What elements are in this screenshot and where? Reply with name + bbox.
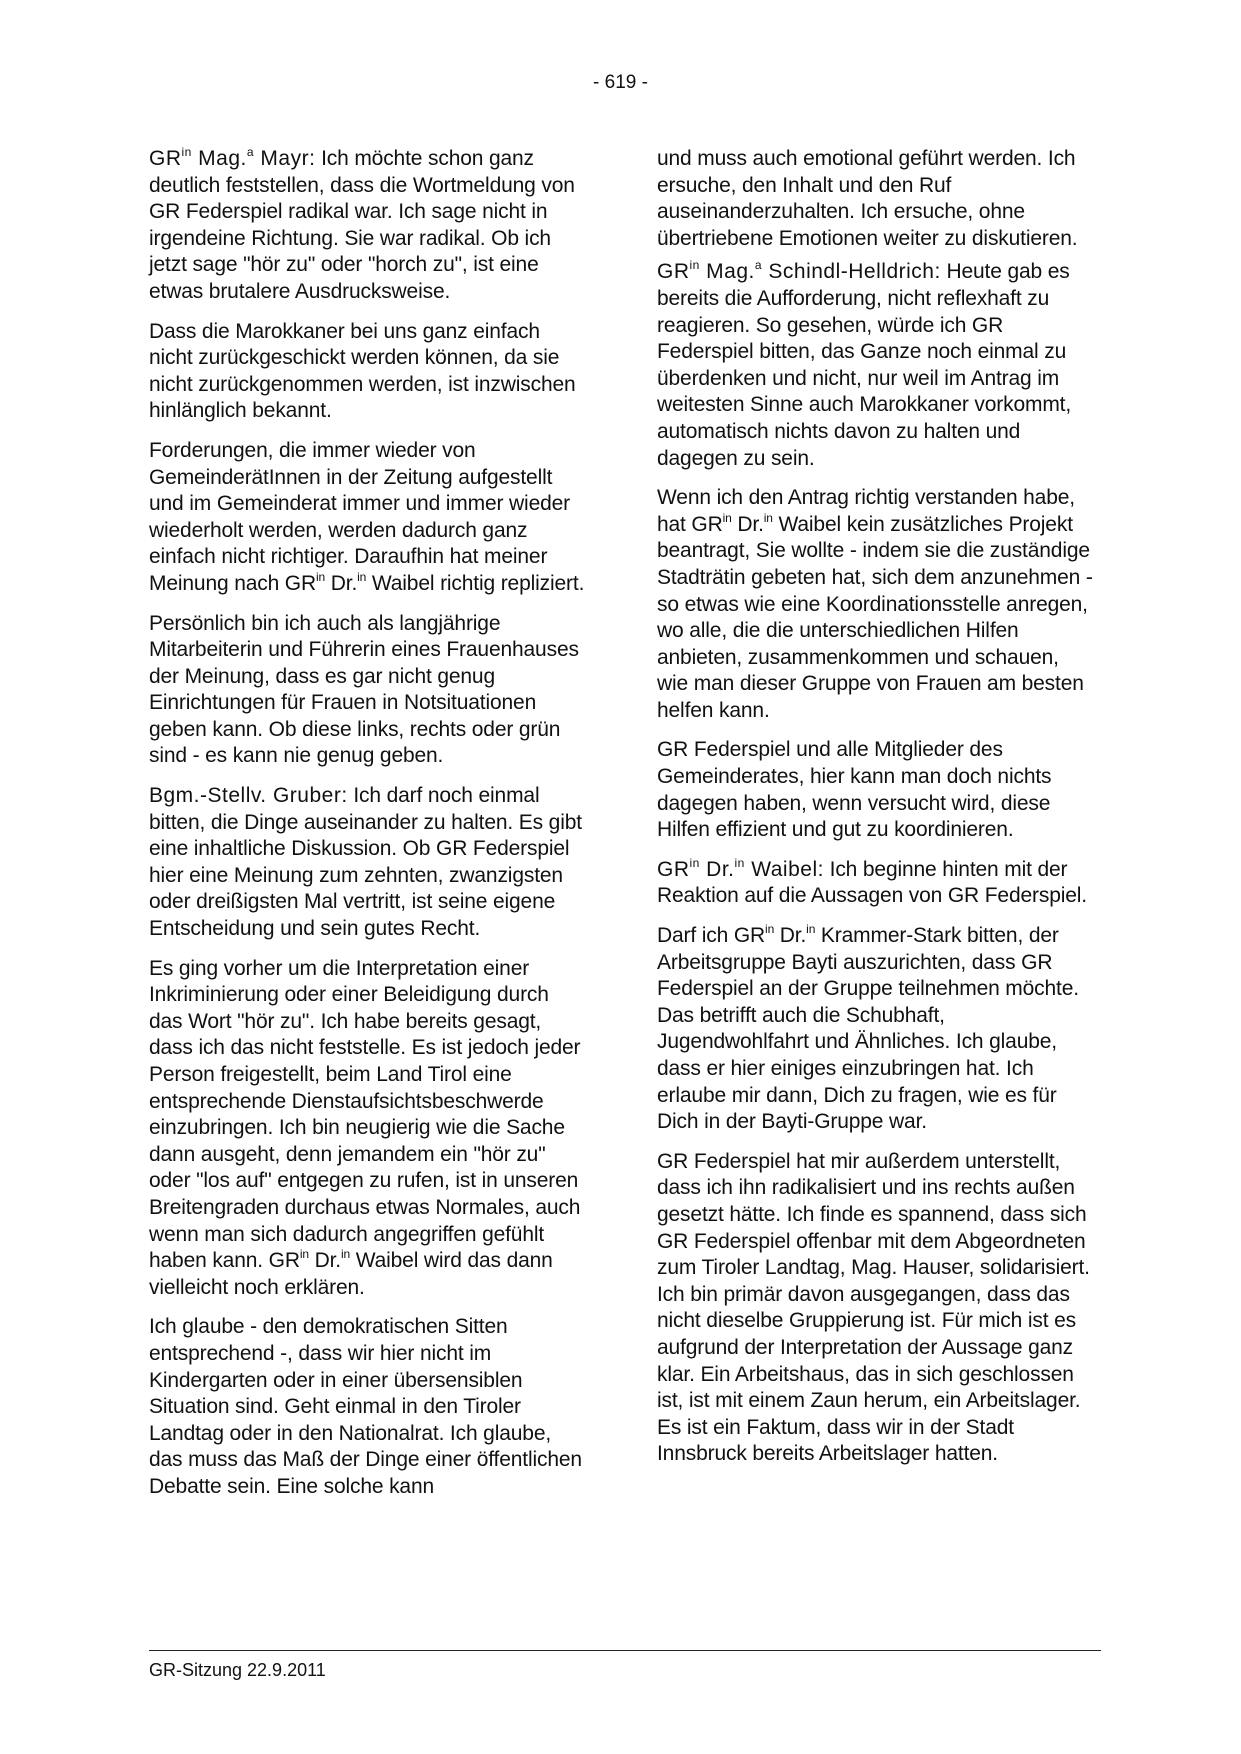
paragraph: Es ging vorher um die Interpretation einer Inkriminierung oder einer Beleidigung durch das Wort "hör zu". Ich habe bereits gesagt, dass ich das nicht feststelle. Es ist jedoch jeder Person freigestellt, beim Land Tirol eine entsprechende Dienstaufsichtsbeschwerde einzubringen. Ich bin neugierig wie die Sache dann ausgeht, denn jemandem ein "hör zu" oder "los auf" entgegen zu rufen, ist in unseren Breitengraden durchaus etwas Normales, auch wenn man sich dadurch angegriffen gefühlt haben kann. $GR^{in}$ Dr.$^{in}$ Waibel wird das dann vielleicht noch erklären. bbox=[149, 956, 581, 1299]
paragraph: GR Federspiel hat mir außerdem unterstellt, dass ich ihn radikalisiert und ins rechts außen gesetzt hätte. Ich finde es spannend, dass sich GR Federspiel offenbar mit dem Abgeordneten zum Tiroler Landtag, Mag. Hauser, solidarisiert. Ich bin primär davon ausgegangen, dass das nicht dieselbe Gruppierung ist. Für mich ist es aufgrund der Interpretation der Aussage ganz klar. Ein Arbeitshaus, das in sich geschlossen ist, ist mit einem Zaun herum, ein Arbeitslager. Es ist ein Faktum, dass wir in der Stadt Innsbruck bereits Arbeitslager hatten. bbox=[657, 1149, 1090, 1466]
paragraph: Darf ich $GR^{in}$ Dr.$^{in}$ Krammer-Stark bitten, der Arbeitsgruppe Bayti auszurichten, dass GR Federspiel an der Gruppe teilnehmen möchte. Das betrifft auch die Schubhaft, Jugendwohlfahrt und Ähnliches. Ich glaube, dass er hier einiges einzubringen hat. Ich erlaube mir dann, Dich zu fragen, wie es für Dich in der Bayti-Gruppe war. bbox=[657, 922, 1079, 1134]
page-number: - 619 - bbox=[593, 72, 648, 93]
paragraph: Dass die Marokkaner bei uns ganz einfach nicht zurückgeschickt werden können, da sie nicht zurückgenommen werden, ist inzwischen hinlänglich bekannt. bbox=[149, 319, 576, 423]
right-column bbox=[657, 146, 1095, 1481]
left-column bbox=[149, 146, 587, 1514]
paragraph: $GR^{in}$ Mag.$^a$ Schindl-Helldrich: Heute gab es bereits die Aufforderung, nicht reflexhaft zu reagieren. So gesehen, würde ich GR Federspiel bitten, das Ganze noch einmal zu überdenken und nicht, nur weil im Antrag im weitesten Sinne auch Marokkaner vorkommt, automatisch nichts davon zu halten und dagegen zu sein. bbox=[657, 258, 1072, 470]
paragraph: Bgm.-Stellv. Gruber: Ich darf noch einmal bitten, die Dinge auseinander zu halten. Es gibt eine inhaltliche Diskussion. Ob GR Federspiel hier eine Meinung zum zehnten, zwanzigsten oder dreißigsten Mal vertritt, ist seine eigene Entscheidung und sein gutes Recht. bbox=[149, 784, 582, 941]
footer-divider bbox=[149, 1650, 1101, 1651]
paragraph: Persönlich bin ich auch als langjährige Mitarbeiterin und Führerin eines Frauenhauses der Meinung, dass es gar nicht genug Einrichtungen für Frauen in Notsituationen geben kann. Ob diese links, rechts oder grün sind - es kann nie genug geben. bbox=[149, 611, 579, 768]
paragraph: $GR^{in}$ Mag.$^a$ Mayr: Ich möchte schon ganz deutlich feststellen, dass die Wortmeldung von GR Federspiel radikal war. Ich sage nicht in irgendeine Richtung. Sie war radikal. Ob ich jetzt sage "hör zu" oder "horch zu", ist eine etwas brutalere Ausdrucksweise. bbox=[149, 145, 575, 303]
paragraph: Forderungen, die immer wieder von GemeinderätInnen in der Zeitung aufgestellt und im Gemeinderat immer und immer wieder wiederholt werden, werden dadurch ganz einfach nicht richtiger. Daraufhin hat meiner Meinung nach $GR^{in}$ Dr.$^{in}$ Waibel richtig repliziert. bbox=[149, 438, 585, 595]
paragraph: Ich glaube - den demokratischen Sitten entsprechend -, dass wir hier nicht im Kindergarten oder in einer übersensiblen Situation sind. Geht einmal in den Tiroler Landtag oder in den Nationalrat. Ich glaube, das muss das Maß der Dinge einer öffentlichen Debatte sein. Eine solche kann bbox=[149, 1315, 582, 1498]
speaker-name: $GR^{in}$ Mag.$^a$ Mayr: bbox=[149, 145, 316, 170]
speaker-name: Bgm.-Stellv. Gruber: bbox=[149, 784, 348, 808]
paragraph: GR Federspiel und alle Mitglieder des Gemeinderates, hier kann man doch nichts dagegen haben, wenn versucht wird, diese Hilfen effizient und gut zu koordinieren. bbox=[657, 738, 1052, 842]
paragraph: $GR^{in}$ Dr.$^{in}$ Waibel: Ich beginne hinten mit der Reaktion auf die Aussagen von GR Federspiel. bbox=[657, 855, 1087, 908]
speaker-name: $GR^{in}$ Dr.$^{in}$ Waibel: bbox=[657, 855, 824, 881]
speaker-name: $GR^{in}$ Mag.$^a$ Schindl-Helldrich: bbox=[657, 258, 941, 284]
paragraph: Wenn ich den Antrag richtig verstanden habe, hat $GR^{in}$ Dr.$^{in}$ Waibel kein zusätzliches Projekt beantragt, Sie wollte - indem sie die zuständige Stadträtin gebeten hat, sich dem anzunehmen - so etwas wie eine Koordinationsstelle anregen, wo alle, die die unterschiedlichen Hilfen anbieten, zusammenkommen und schauen, wie man dieser Gruppe von Frauen am besten helfen kann. bbox=[657, 486, 1093, 722]
paragraph: und muss auch emotional geführt werden. Ich ersuche, den Inhalt und den Ruf auseinanderzuhalten. Ich ersuche, ohne übertriebene Emotionen weiter zu diskutieren. bbox=[657, 147, 1078, 250]
footer-session-date: GR-Sitzung 22.9.2011 bbox=[149, 1660, 326, 1680]
